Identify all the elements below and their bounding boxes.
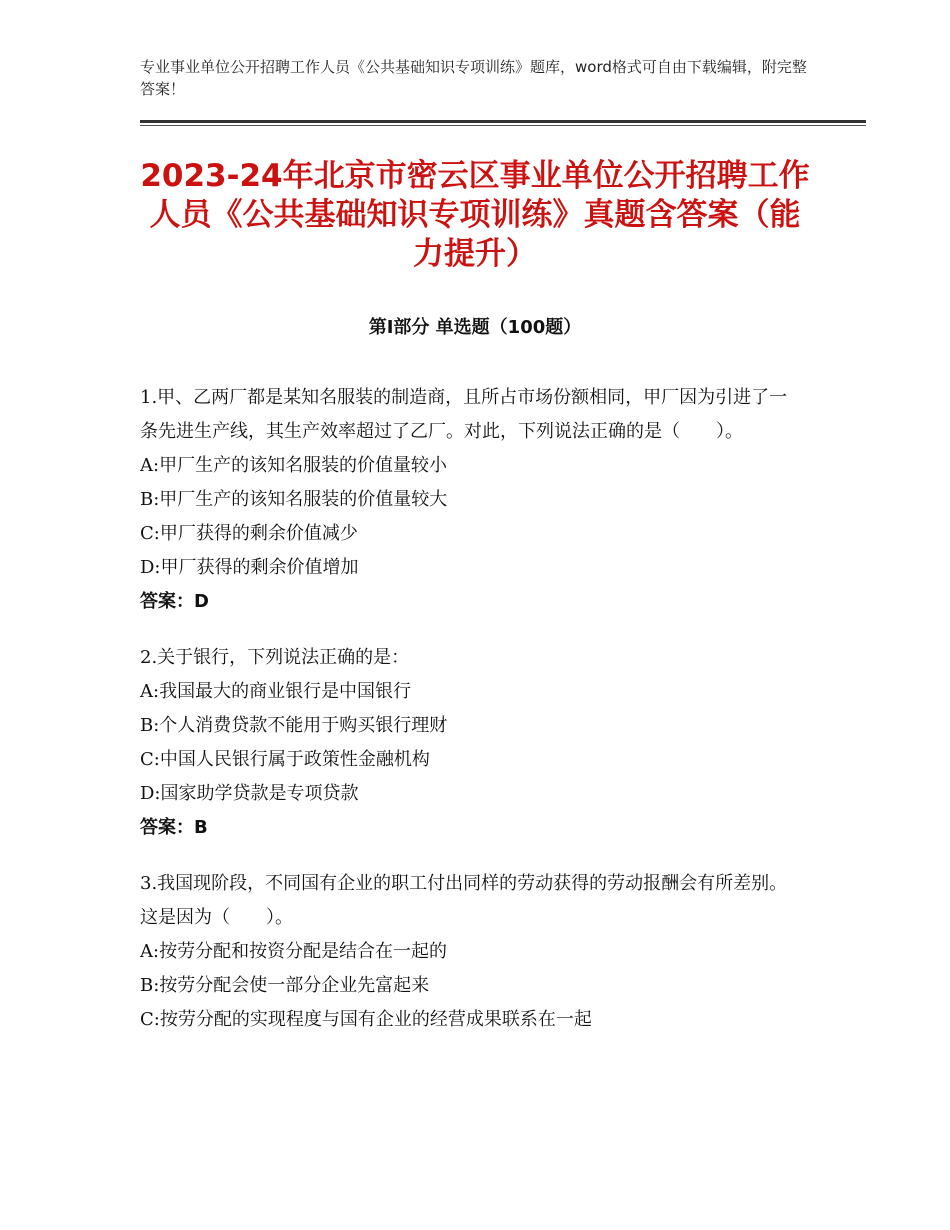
option-c: C:中国人民银行属于政策性金融机构 xyxy=(140,749,430,770)
header-note: 专业事业单位公开招聘工作人员《公共基础知识专项训练》题库，word格式可自由下载编辑，附完整答案！ xyxy=(140,58,807,98)
option-d: D:国家助学贷款是专项贷款 xyxy=(140,783,359,804)
option-d: D:甲厂获得的剩余价值增加 xyxy=(140,557,359,578)
option-c: C:按劳分配的实现程度与国有企业的经营成果联系在一起 xyxy=(140,1009,592,1030)
question-1 xyxy=(140,381,800,619)
answer-line: 答案：D xyxy=(140,591,209,612)
question-3 xyxy=(140,867,800,1037)
question-list xyxy=(140,381,800,1059)
header-divider-thick xyxy=(140,120,866,123)
answer-line: 答案：B xyxy=(140,817,208,838)
option-b: B:甲厂生产的该知名服装的价值量较大 xyxy=(140,489,448,510)
option-a: A:按劳分配和按资分配是结合在一起的 xyxy=(140,941,448,962)
question-stem: 2.关于银行，下列说法正确的是： xyxy=(140,647,410,668)
document-title: 2023-24年北京市密云区事业单位公开招聘工作人员《公共基础知识专项训练》真题含答案（能力提升） xyxy=(140,158,810,272)
option-a: A:我国最大的商业银行是中国银行 xyxy=(140,681,412,702)
section-heading: 第Ⅰ部分 单选题（100题） xyxy=(368,317,582,338)
question-stem: 3.我国现阶段，不同国有企业的职工付出同样的劳动获得的劳动报酬会有所差别。这是因为（ ）。 xyxy=(140,873,788,928)
option-b: B:个人消费贷款不能用于购买银行理财 xyxy=(140,715,448,736)
option-a: A:甲厂生产的该知名服装的价值量较小 xyxy=(140,455,448,476)
question-2 xyxy=(140,641,800,845)
header-divider-thin xyxy=(140,125,866,126)
option-b: B:按劳分配会使一部分企业先富起来 xyxy=(140,975,430,996)
option-c: C:甲厂获得的剩余价值减少 xyxy=(140,523,358,544)
question-stem: 1.甲、乙两厂都是某知名服装的制造商，且所占市场份额相同，甲厂因为引进了一条先进生产线，其生产效率超过了乙厂。对此，下列说法正确的是（ ）。 xyxy=(140,387,788,442)
